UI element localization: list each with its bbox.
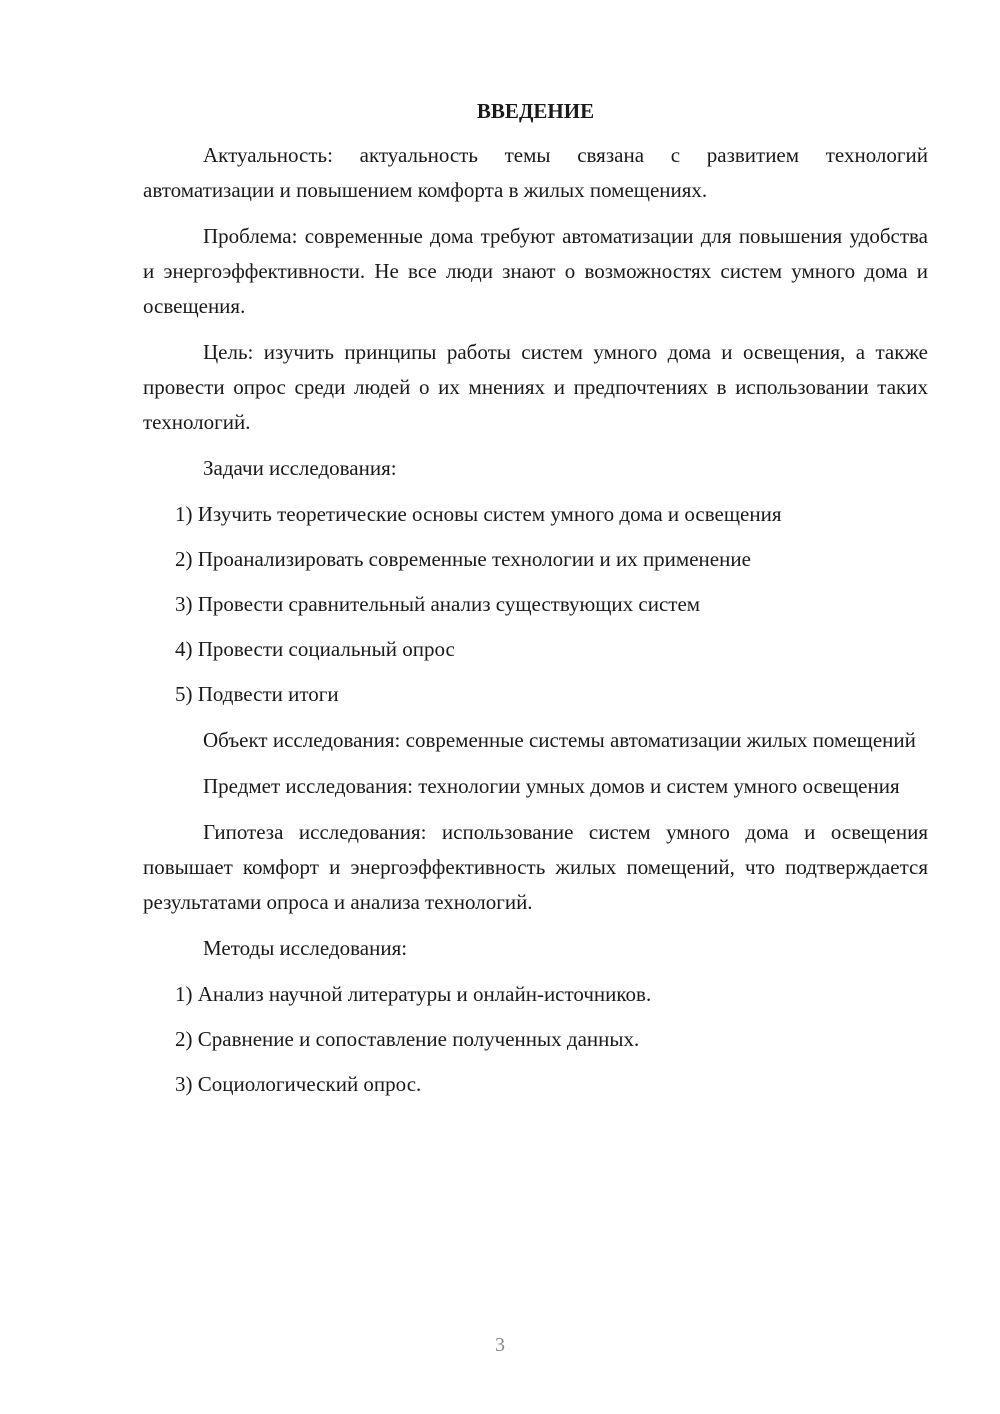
- method-item: 1) Анализ научной литературы и онлайн-источников.: [175, 982, 652, 1006]
- problem-paragraph: Проблема: современные дома требуют автоматизации для повышения удобства и энергоэффективности. Не все люди знают о возможностях систем умного дома и освещения.: [143, 224, 928, 318]
- methods-list: [143, 977, 928, 1102]
- goal-paragraph: Цель: изучить принципы работы систем умного дома и освещения, а также провести опрос среди людей о их мнениях и предпочтениях в использовании таких технологий.: [143, 340, 928, 434]
- task-item: 5) Подвести итоги: [175, 682, 339, 706]
- object-paragraph: Объект исследования: современные системы автоматизации жилых помещений: [203, 728, 916, 752]
- method-item: 2) Сравнение и сопоставление полученных данных.: [175, 1027, 640, 1051]
- tasks-heading: Задачи исследования:: [203, 456, 397, 480]
- method-item: 3) Социологический опрос.: [175, 1072, 422, 1096]
- subject-paragraph: Предмет исследования: технологии умных домов и систем умного освещения: [203, 774, 900, 798]
- task-item: 1) Изучить теоретические основы систем умного дома и освещения: [175, 502, 782, 526]
- page-number: 3: [495, 1334, 505, 1356]
- hypothesis-paragraph: Гипотеза исследования: использование систем умного дома и освещения повышает комфорт и энергоэффективность жилых помещений, что подтверждается результатами опроса и анализа технологий.: [143, 820, 928, 914]
- methods-heading: Методы исследования:: [203, 936, 408, 960]
- task-item: 4) Провести социальный опрос: [175, 637, 455, 661]
- tasks-list: [143, 497, 928, 712]
- task-item: 3) Провести сравнительный анализ существующих систем: [175, 592, 701, 616]
- relevance-paragraph: Актуальность: актуальность темы связана с развитием технологий автоматизации и повышением комфорта в жилых помещениях.: [143, 143, 928, 202]
- section-title: ВВЕДЕНИЕ: [476, 99, 595, 123]
- task-item: 2) Проанализировать современные технологии и их применение: [175, 547, 751, 571]
- page-content: [143, 96, 928, 1113]
